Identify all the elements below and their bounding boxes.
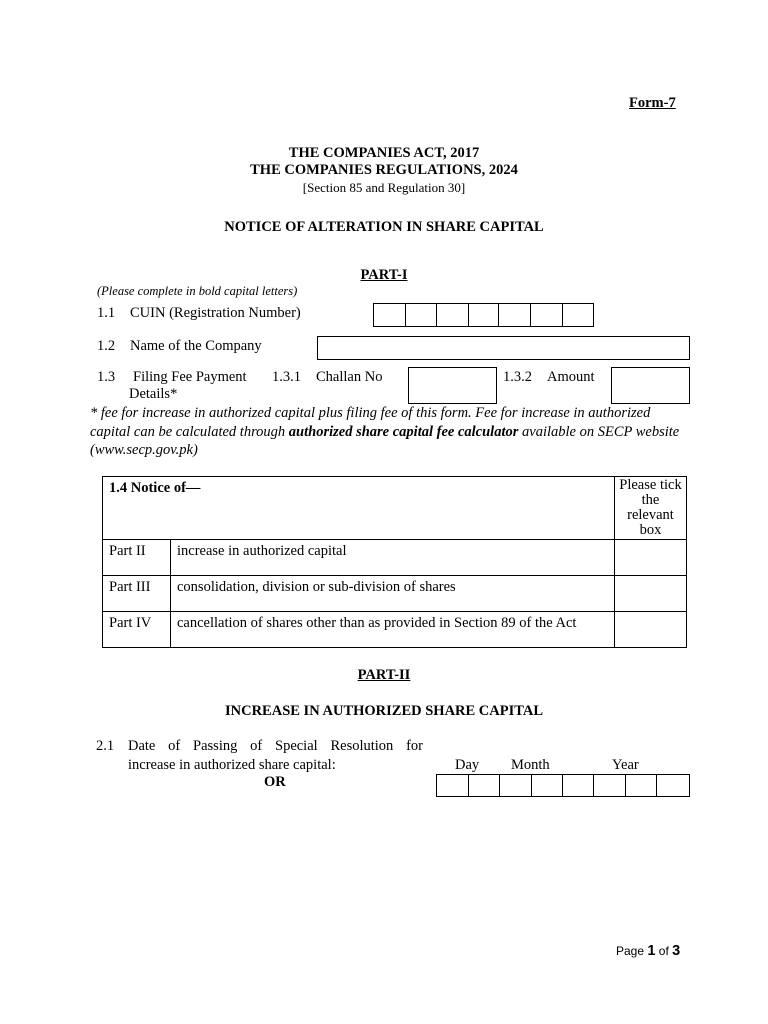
day-label: Day	[455, 757, 480, 773]
company-name-input[interactable]	[317, 336, 690, 360]
field-1-1-label: CUIN (Registration Number)	[130, 305, 301, 321]
form-label: Form-7	[629, 95, 676, 111]
table-row	[103, 576, 687, 612]
notice-table-header: 1.4 Notice of—	[103, 477, 615, 540]
page-word: Page	[616, 944, 645, 958]
footnote-text: * fee for increase in authorized capital plus filing fee of this form. Fee for increase in authorized capital can be calculated through	[90, 405, 651, 440]
field-1-1-number: 1.1	[97, 305, 116, 321]
tick-box-part-iii[interactable]	[615, 576, 687, 612]
field-1-2-label: Name of the Company	[130, 338, 262, 354]
date-cell[interactable]	[626, 775, 657, 796]
cuin-cell[interactable]	[406, 304, 437, 326]
current-page: 1	[647, 943, 656, 959]
date-cell[interactable]	[532, 775, 563, 796]
field-1-3-2-number: 1.3.2	[503, 369, 532, 385]
instruction-text: (Please complete in bold capital letters)	[97, 284, 298, 298]
challan-label: Challan No	[316, 369, 383, 385]
page-number	[616, 943, 680, 959]
field-2-1-number: 2.1	[96, 738, 115, 754]
date-cell[interactable]	[563, 775, 595, 796]
field-1-3-label-line2: Details*	[129, 386, 178, 402]
of-word: of	[658, 944, 669, 958]
description-cell: consolidation, division or sub-division of shares	[171, 576, 615, 612]
date-cell[interactable]	[594, 775, 626, 796]
tick-box-part-ii[interactable]	[615, 540, 687, 576]
field-1-2-number: 1.2	[97, 338, 116, 354]
cuin-cell[interactable]	[374, 304, 406, 326]
act-title: THE COMPANIES ACT, 2017	[288, 145, 480, 161]
cuin-cell[interactable]	[531, 304, 563, 326]
cuin-cell[interactable]	[437, 304, 469, 326]
or-text: OR	[264, 774, 286, 790]
date-cell[interactable]	[500, 775, 532, 796]
regulations-title: THE COMPANIES REGULATIONS, 2024	[250, 162, 518, 178]
part-cell: Part III	[103, 576, 171, 612]
field-1-3-label-line1: Filing Fee Payment	[133, 369, 247, 385]
resolution-date-input[interactable]	[436, 774, 690, 797]
year-label: Year	[612, 757, 639, 773]
part-cell: Part IV	[103, 612, 171, 648]
description-cell: increase in authorized capital	[171, 540, 615, 576]
total-pages: 3	[672, 943, 681, 959]
fee-calculator-text: authorized share capital fee calculator	[288, 423, 519, 440]
cuin-cell[interactable]	[563, 304, 594, 326]
description-cell: cancellation of shares other than as provided in Section 89 of the Act	[171, 612, 615, 648]
section-reference: [Section 85 and Regulation 30]	[302, 180, 466, 195]
date-cell[interactable]	[437, 775, 469, 796]
month-label: Month	[511, 757, 550, 773]
field-1-3-1-number: 1.3.1	[272, 369, 301, 385]
part1-title: PART-I	[360, 267, 408, 283]
field-2-1-label-line2: increase in authorized share capital:	[128, 757, 336, 773]
fee-footnote	[90, 404, 690, 460]
part2-title: PART-II	[357, 667, 411, 683]
challan-no-input[interactable]	[408, 367, 497, 404]
field-2-1-label-line1: Date of Passing of Special Resolution for	[128, 738, 423, 754]
tick-box-part-iv[interactable]	[615, 612, 687, 648]
notice-table	[102, 476, 687, 648]
amount-input[interactable]	[611, 367, 690, 404]
cuin-cell[interactable]	[499, 304, 531, 326]
cuin-cell[interactable]	[469, 304, 500, 326]
date-cell[interactable]	[469, 775, 500, 796]
notice-title: NOTICE OF ALTERATION IN SHARE CAPITAL	[224, 219, 544, 235]
field-1-3-number: 1.3	[97, 369, 116, 385]
part2-subtitle: INCREASE IN AUTHORIZED SHARE CAPITAL	[225, 703, 543, 719]
tick-column-header: Please tick the relevant box	[615, 477, 687, 540]
amount-label: Amount	[547, 369, 595, 385]
date-cell[interactable]	[657, 775, 690, 796]
table-row	[103, 540, 687, 576]
footnote-text-end: available on SECP website (www.secp.gov.pk)	[90, 423, 680, 458]
cuin-input[interactable]	[373, 303, 594, 327]
part-cell: Part II	[103, 540, 171, 576]
table-row	[103, 612, 687, 648]
